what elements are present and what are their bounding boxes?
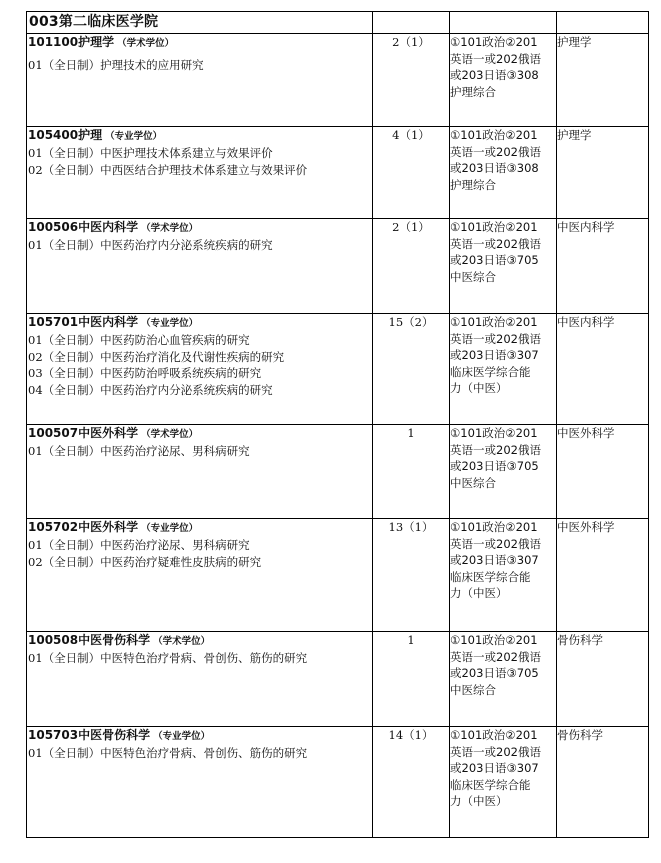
research-direction: 01（全日制）中医特色治疗骨病、骨创伤、筋伤的研究 (28, 651, 308, 665)
reference-subject: 中医外科学 (557, 425, 649, 519)
research-direction: 01（全日制）中医药治疗泌尿、男科病研究 (28, 444, 250, 458)
research-direction: 01（全日制）护理技术的应用研究 (28, 58, 204, 72)
research-direction: 01（全日制）中医护理技术体系建立与效果评价 (28, 146, 273, 160)
degree-type: （专业学位） (141, 523, 199, 534)
exam-subjects (450, 219, 557, 314)
exam-line: 或203日语③307 (450, 553, 539, 568)
program-cell (27, 219, 373, 314)
exam-line: 临床医学综合能 (450, 777, 531, 792)
program-cell (27, 314, 373, 425)
program-cell (27, 34, 373, 127)
program-row (27, 34, 649, 127)
exam-line: 中医综合 (450, 269, 496, 284)
degree-type: （学术学位） (141, 223, 199, 234)
exam-line: 或203日语③308 (450, 161, 539, 176)
exam-subjects (450, 519, 557, 632)
research-direction: 01（全日制）中医药防治心血管疾病的研究 (28, 333, 250, 347)
program-cell (27, 425, 373, 519)
research-direction: 02（全日制）中医药治疗消化及代谢性疾病的研究 (28, 349, 285, 364)
exam-line: 或203日语③307 (450, 348, 539, 363)
admissions-table (26, 11, 649, 838)
exam-line: 中医综合 (450, 682, 496, 697)
program-row (27, 632, 649, 727)
enrollment-quota: 13（1） (373, 519, 450, 632)
degree-type: （学术学位） (153, 636, 211, 647)
exam-line: ①101政治②201 (450, 315, 538, 329)
enrollment-quota: 2（1） (373, 219, 450, 314)
exam-line: 中医综合 (450, 475, 496, 490)
research-direction: 03（全日制）中医药防治呼吸系统疾病的研究 (28, 366, 262, 381)
exam-line: 英语一或202俄语 (450, 236, 541, 251)
research-direction: 04（全日制）中医药治疗内分泌系统疾病的研究 (28, 382, 273, 397)
reference-subject: 中医内科学 (557, 219, 649, 314)
exam-line: ①101政治②201 (450, 520, 538, 534)
program-row (27, 127, 649, 219)
exam-subjects (450, 425, 557, 519)
exam-subjects (450, 314, 557, 425)
research-direction: 01（全日制）中医特色治疗骨病、骨创伤、筋伤的研究 (28, 746, 308, 760)
research-direction: 02（全日制）中医药治疗疑难性皮肤病的研究 (28, 554, 262, 569)
degree-type: （学术学位） (141, 429, 199, 440)
enrollment-quota: 1 (373, 632, 450, 727)
reference-subject: 骨伤科学 (557, 632, 649, 727)
header-blank-cell (373, 12, 450, 34)
exam-line: 英语一或202俄语 (450, 744, 541, 759)
department-header-row (27, 12, 649, 34)
program-cell (27, 127, 373, 219)
exam-line: 英语一或202俄语 (450, 331, 541, 346)
program-row (27, 425, 649, 519)
exam-line: 英语一或202俄语 (450, 144, 541, 159)
program-code-name: 105703中医骨伤科学 （专业学位） (28, 728, 211, 742)
research-direction: 01（全日制）中医药治疗内分泌系统疾病的研究 (28, 238, 273, 252)
program-code-name: 100508中医骨伤科学 （学术学位） (28, 633, 211, 647)
program-row (27, 314, 649, 425)
reference-subject: 中医内科学 (557, 314, 649, 425)
exam-line: 英语一或202俄语 (450, 51, 541, 66)
exam-line: 护理综合 (450, 84, 496, 99)
exam-subjects (450, 34, 557, 127)
department-title (27, 12, 373, 34)
enrollment-quota: 1 (373, 425, 450, 519)
exam-subjects (450, 727, 557, 838)
exam-line: ①101政治②201 (450, 128, 538, 142)
exam-line: ①101政治②201 (450, 220, 538, 234)
exam-subjects (450, 632, 557, 727)
degree-type: （专业学位） (141, 318, 199, 329)
program-code-name: 100507中医外科学 （学术学位） (28, 426, 199, 440)
program-code-name: 105702中医外科学 （专业学位） (28, 520, 199, 534)
program-row (27, 519, 649, 632)
research-direction: 01（全日制）中医药治疗泌尿、男科病研究 (28, 538, 250, 552)
enrollment-quota: 2（1） (373, 34, 450, 127)
degree-type: （专业学位） (153, 731, 211, 742)
exam-line: 英语一或202俄语 (450, 442, 541, 457)
header-blank-cell (450, 12, 557, 34)
program-row (27, 727, 649, 838)
enrollment-quota: 4（1） (373, 127, 450, 219)
program-cell (27, 727, 373, 838)
exam-line: ①101政治②201 (450, 35, 538, 49)
exam-line: 临床医学综合能 (450, 569, 531, 584)
program-code-name: 105701中医内科学 （专业学位） (28, 315, 199, 329)
exam-line: 或203日语③308 (450, 68, 539, 83)
department-name: 003第二临床医学院 (29, 14, 159, 30)
exam-subjects (450, 127, 557, 219)
reference-subject: 护理学 (557, 34, 649, 127)
enrollment-quota: 14（1） (373, 727, 450, 838)
exam-line: 临床医学综合能 (450, 364, 531, 379)
exam-line: 或203日语③705 (450, 253, 539, 268)
research-direction: 02（全日制）中西医结合护理技术体系建立与效果评价 (28, 162, 308, 177)
exam-line: ①101政治②201 (450, 633, 538, 647)
exam-line: 护理综合 (450, 177, 496, 192)
exam-line: 英语一或202俄语 (450, 649, 541, 664)
program-code-name: 105400护理 （专业学位） (28, 128, 163, 142)
program-code-name: 100506中医内科学 （学术学位） (28, 220, 199, 234)
exam-line: 力（中医） (450, 586, 508, 601)
exam-line: 英语一或202俄语 (450, 536, 541, 551)
program-row (27, 219, 649, 314)
degree-type: （专业学位） (105, 131, 163, 142)
reference-subject: 护理学 (557, 127, 649, 219)
exam-line: 或203日语③705 (450, 666, 539, 681)
program-cell (27, 519, 373, 632)
program-cell (27, 632, 373, 727)
degree-type: （学术学位） (117, 38, 175, 49)
exam-line: ①101政治②201 (450, 728, 538, 742)
exam-line: 或203日语③307 (450, 761, 539, 776)
header-blank-cell (557, 12, 649, 34)
enrollment-quota: 15（2） (373, 314, 450, 425)
reference-subject: 骨伤科学 (557, 727, 649, 838)
exam-line: 力（中医） (450, 381, 508, 396)
program-code-name: 101100护理学 （学术学位） (28, 35, 175, 49)
exam-line: ①101政治②201 (450, 426, 538, 440)
exam-line: 或203日语③705 (450, 459, 539, 474)
exam-line: 力（中医） (450, 794, 508, 809)
reference-subject: 中医外科学 (557, 519, 649, 632)
